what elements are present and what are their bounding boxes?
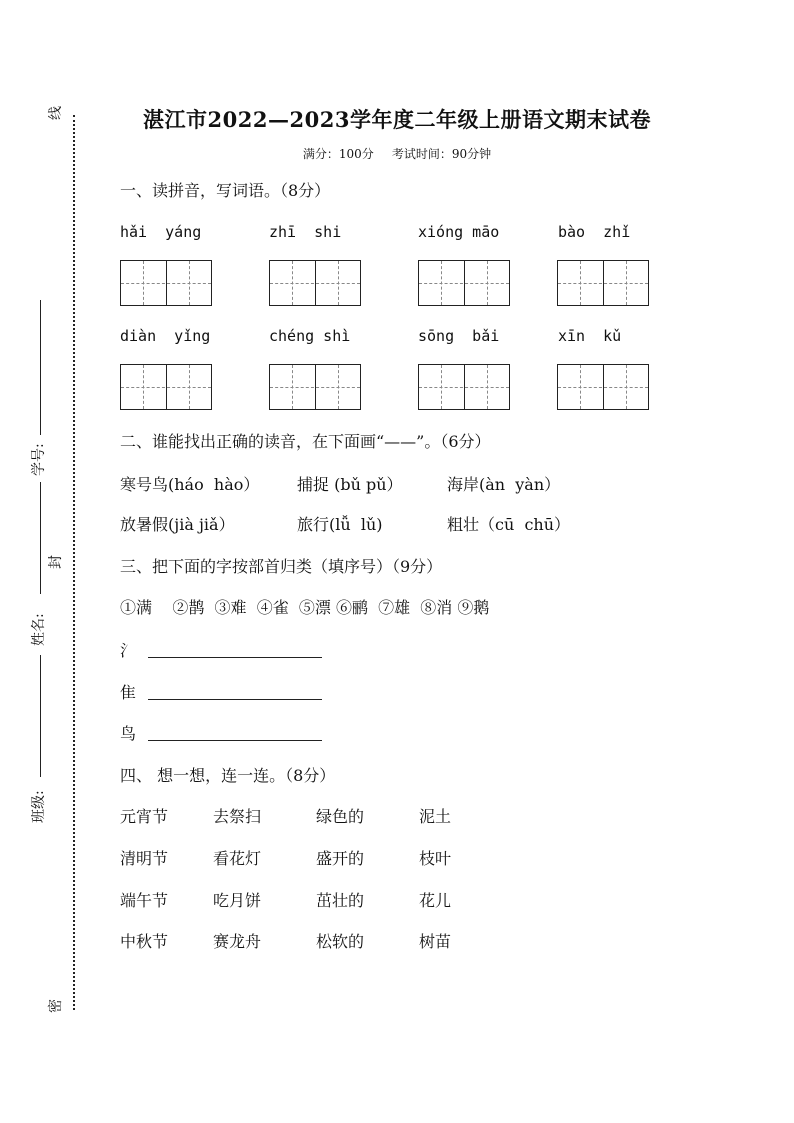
reading-choice[interactable]: 寒号鸟(háo hào）: [120, 475, 260, 494]
pinyin-3: xióng māo: [418, 223, 500, 241]
match-item[interactable]: 看花灯: [213, 849, 262, 868]
writing-grid[interactable]: [418, 260, 510, 306]
section3-heading: 三、把下面的字按部首归类（填序号）（9分）: [120, 557, 443, 576]
writing-grid[interactable]: [269, 364, 361, 410]
writing-grid[interactable]: [418, 364, 510, 410]
match-item[interactable]: 茁壮的: [316, 891, 365, 910]
answer-line[interactable]: [148, 682, 322, 700]
writing-grid[interactable]: [269, 260, 361, 306]
match-item[interactable]: 松软的: [316, 932, 365, 951]
radical-label: 鸟: [120, 724, 137, 743]
match-item[interactable]: 绿色的: [316, 807, 365, 826]
character-list: ①满 ②鹊 ③难 ④雀 ⑤漂 ⑥鹂 ⑦雄 ⑧消 ⑨鹅: [120, 598, 490, 617]
writing-grid[interactable]: [557, 364, 649, 410]
match-item[interactable]: 去祭扫: [213, 807, 262, 826]
margin-char-middle: 封: [48, 555, 64, 569]
student-no-label: 学号:: [31, 443, 47, 476]
match-item[interactable]: 端午节: [120, 891, 169, 910]
writing-grid[interactable]: [120, 260, 212, 306]
pinyin-5: diàn yǐng: [120, 327, 211, 345]
margin-char-top: 线: [48, 106, 64, 120]
pinyin-8: xīn kǔ: [558, 327, 622, 345]
radical-label: 氵: [120, 641, 137, 660]
pinyin-2: zhī shi: [269, 223, 342, 241]
pinyin-6: chéng shì: [269, 327, 351, 345]
section1-heading: 一、读拼音，写词语。（8分）: [120, 181, 331, 200]
match-item[interactable]: 枝叶: [419, 849, 452, 868]
section2-heading: 二、谁能找出正确的读音，在下面画“——”。（6分）: [120, 432, 491, 451]
reading-choice[interactable]: 旅行(lǚ lǔ): [297, 515, 383, 534]
writing-grid[interactable]: [557, 260, 649, 306]
match-item[interactable]: 树苗: [419, 932, 452, 951]
margin-char-bottom: 密: [48, 999, 64, 1013]
match-item[interactable]: 花儿: [419, 891, 452, 910]
match-item[interactable]: 吃月饼: [213, 891, 262, 910]
pinyin-1: hǎi yáng: [120, 223, 202, 241]
reading-choice[interactable]: 捕捉 (bǔ pǔ）: [297, 475, 403, 494]
match-item[interactable]: 盛开的: [316, 849, 365, 868]
match-item[interactable]: 元宵节: [120, 807, 169, 826]
pinyin-7: sōng bǎi: [418, 327, 500, 345]
section4-heading: 四、 想一想，连一连。（8分）: [120, 766, 336, 785]
answer-line[interactable]: [148, 640, 322, 658]
writing-grid[interactable]: [120, 364, 212, 410]
match-item[interactable]: 泥土: [419, 807, 452, 826]
full-score: 满分：100分: [302, 147, 374, 161]
match-item[interactable]: 清明节: [120, 849, 169, 868]
answer-line[interactable]: [148, 723, 322, 741]
class-field[interactable]: [40, 655, 41, 777]
exam-title: 湛江市2022—2023学年度二年级上册语文期末试卷: [143, 107, 651, 132]
class-label: 班级:: [31, 790, 47, 823]
pinyin-4: bào zhǐ: [558, 223, 631, 241]
reading-choice[interactable]: 放暑假(jià jiǎ）: [120, 515, 235, 534]
binding-dotted-line: [73, 115, 75, 1010]
name-label: 姓名:: [31, 613, 47, 646]
student-no-field[interactable]: [40, 300, 41, 435]
radical-label: 隹: [120, 683, 137, 702]
name-field[interactable]: [40, 482, 41, 594]
reading-choice[interactable]: 海岸(àn yàn）: [447, 475, 561, 494]
exam-time: 考试时间：90分钟: [391, 147, 492, 161]
reading-choice[interactable]: 粗壮（cū chū）: [447, 515, 571, 534]
match-item[interactable]: 赛龙舟: [213, 932, 262, 951]
match-item[interactable]: 中秋节: [120, 932, 169, 951]
exam-subtitle: [0, 145, 794, 162]
